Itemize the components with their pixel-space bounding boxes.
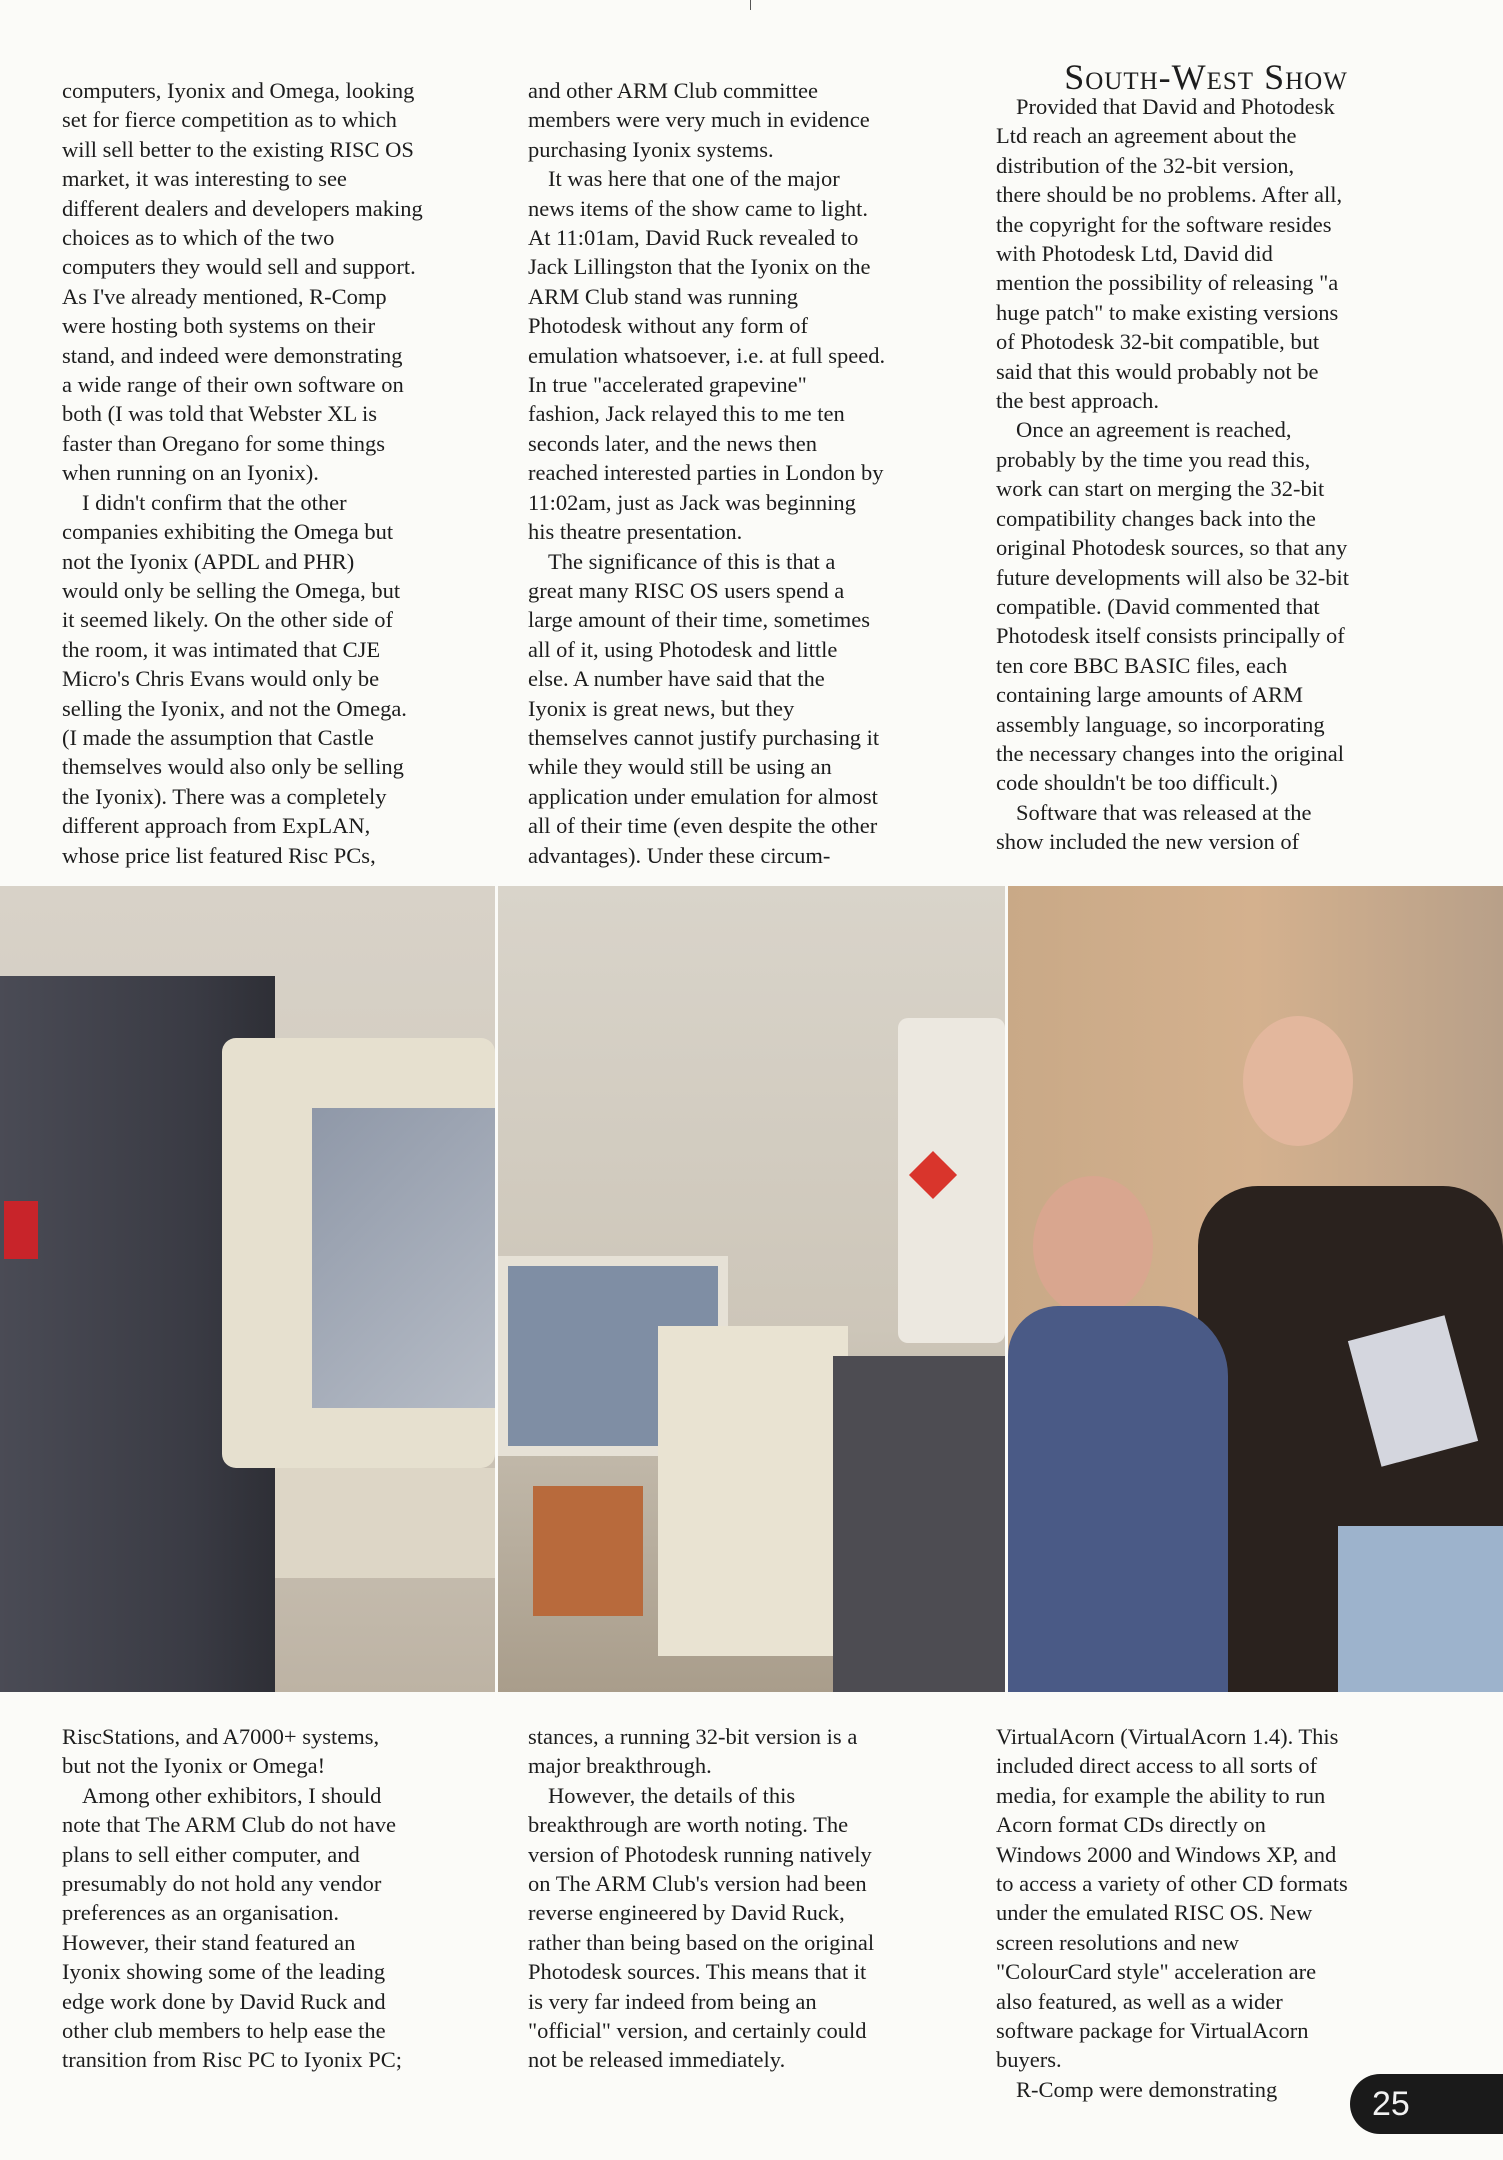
text-line: Micro's Chris Evans would only be (62, 666, 380, 692)
photo-two-men (1008, 886, 1503, 1692)
text-line: will sell better to the existing RISC OS (62, 136, 414, 162)
text-line: Windows 2000 and Windows XP, and (996, 1841, 1337, 1867)
text-line: seconds later, and the news then (528, 430, 818, 456)
paragraph (62, 488, 502, 870)
column-1-bottom (62, 1722, 502, 2075)
text-line: other club members to help ease the (62, 2018, 386, 2044)
man-standing-head (1243, 1016, 1353, 1146)
text-line: the copyright for the software resides (996, 211, 1332, 237)
text-line: his theatre presentation. (528, 519, 743, 545)
text-line: However, their stand featured an (62, 1929, 356, 1955)
text-line: whose price list featured Risc PCs, (62, 842, 376, 868)
text-line: of Photodesk 32-bit compatible, but (996, 329, 1320, 355)
column-2-top (528, 76, 968, 870)
paragraph (62, 76, 502, 488)
text-line: At 11:01am, David Ruck revealed to (528, 225, 859, 251)
text-line: faster than Oregano for some things (62, 430, 386, 456)
text-line: to access a variety of other CD formats (996, 1871, 1348, 1897)
photo-computers-on-stand (0, 886, 495, 1692)
paragraph (528, 164, 968, 546)
text-line: stand, and indeed were demonstrating (62, 342, 403, 368)
paragraph (996, 1722, 1436, 2075)
text-line: buyers. (996, 2047, 1062, 2073)
text-line: large amount of their time, sometimes (528, 607, 871, 633)
photo-strip (0, 886, 1503, 1692)
monitor-base (275, 1468, 495, 1578)
text-line: choices as to which of the two (62, 225, 335, 251)
text-line: show included the new version of (996, 829, 1300, 855)
text-line: plans to sell either computer, and (62, 1841, 360, 1867)
text-line: In true "accelerated grapevine" (528, 372, 807, 398)
text-line: It was here that one of the major (548, 166, 840, 192)
text-line: reached interested parties in London by (528, 460, 884, 486)
text-line: would only be selling the Omega, but (62, 577, 401, 603)
text-line: assembly language, so incorporating (996, 711, 1325, 737)
text-line: Photodesk sources. This means that it (528, 1959, 867, 1985)
text-line: all of their time (even despite the other (528, 813, 878, 839)
text-line: themselves cannot justify purchasing it (528, 724, 880, 750)
text-line: However, the details of this (548, 1782, 796, 1808)
text-line: rather than being based on the original (528, 1929, 875, 1955)
column-3-top (996, 56, 1436, 857)
paragraph (996, 798, 1436, 857)
text-line: selling the Iyonix, and not the Omega. (62, 695, 407, 721)
paragraph (996, 92, 1436, 415)
text-line: emulation whatsoever, i.e. at full speed. (528, 342, 886, 368)
column-2-bottom (528, 1722, 968, 2075)
text-line: purchasing Iyonix systems. (528, 136, 774, 162)
text-line: stances, a running 32-bit version is a (528, 1724, 858, 1749)
text-line: code shouldn't be too difficult.) (996, 770, 1278, 796)
text-line: Once an agreement is reached, (1016, 417, 1292, 443)
text-line: Photodesk itself consists principally of (996, 623, 1345, 649)
text-line: not be released immediately. (528, 2047, 786, 2073)
text-line: Among other exhibitors, I should (82, 1782, 382, 1808)
beige-pc (658, 1326, 848, 1656)
text-line: a wide range of their own software on (62, 372, 404, 398)
text-line: Ltd reach an agreement about the (996, 123, 1297, 149)
text-line: VirtualAcorn (VirtualAcorn 1.4). This (996, 1724, 1339, 1749)
text-line: reverse engineered by David Ruck, (528, 1900, 845, 1926)
man-seated-head (1033, 1176, 1153, 1316)
text-line: I didn't confirm that the other (82, 489, 347, 515)
text-line: on The ARM Club's version had been (528, 1871, 867, 1897)
text-line: it seemed likely. On the other side of (62, 607, 393, 633)
text-line: great many RISC OS users spend a (528, 577, 845, 603)
text-line: news items of the show came to light. (528, 195, 868, 221)
text-line: ARM Club stand was running (528, 283, 798, 309)
paragraph (528, 547, 968, 870)
text-line: As I've already mentioned, R-Comp (62, 283, 387, 309)
text-line: (I made the assumption that Castle (62, 724, 374, 750)
paragraph (62, 1722, 502, 1781)
text-line: containing large amounts of ARM (996, 682, 1304, 708)
text-line: "ColourCard style" acceleration are (996, 1959, 1317, 1985)
text-line: Provided that David and Photodesk (1016, 94, 1335, 119)
text-line: both (I was told that Webster XL is (62, 401, 378, 427)
paragraph (528, 1722, 968, 1781)
text-line: members were very much in evidence (528, 107, 870, 133)
text-line: presumably do not hold any vendor (62, 1871, 382, 1897)
text-line: preferences as an organisation. (62, 1900, 339, 1926)
text-line: Acorn format CDs directly on (996, 1812, 1266, 1838)
text-line: screen resolutions and new (996, 1929, 1240, 1955)
paragraph (996, 415, 1436, 797)
jeans (1338, 1526, 1503, 1692)
monitor-screen (312, 1108, 495, 1408)
text-line: themselves would also only be selling (62, 754, 404, 780)
text-line: ten core BBC BASIC files, each (996, 652, 1288, 678)
man-seated-shirt (1008, 1306, 1228, 1692)
text-line: computers, Iyonix and Omega, looking (62, 78, 415, 103)
text-line: also featured, as well as a wider (996, 1988, 1283, 2014)
text-line: different approach from ExpLAN, (62, 813, 371, 839)
text-line: edge work done by David Ruck and (62, 1988, 386, 2014)
text-line: original Photodesk sources, so that any (996, 535, 1348, 561)
text-line: companies exhibiting the Omega but (62, 519, 394, 545)
text-line: all of it, using Photodesk and little (528, 636, 838, 662)
text-line: there should be no problems. After all, (996, 182, 1343, 208)
text-line: note that The ARM Club do not have (62, 1812, 396, 1838)
text-line: application under emulation for almost (528, 783, 878, 809)
text-line: different dealers and developers making (62, 195, 423, 221)
text-line: "official" version, and certainly could (528, 2018, 867, 2044)
text-line: 11:02am, just as Jack was beginning (528, 489, 856, 515)
text-line: Software that was released at the (1016, 799, 1312, 825)
text-line: compatible. (David commented that (996, 593, 1320, 619)
text-line: Iyonix is great news, but they (528, 695, 795, 721)
text-line: when running on an Iyonix). (62, 460, 319, 486)
text-line: included direct access to all sorts of (996, 1753, 1318, 1779)
text-line: version of Photodesk running natively (528, 1841, 872, 1867)
text-line: advantages). Under these circum- (528, 842, 831, 868)
text-line: huge patch" to make existing versions (996, 299, 1339, 325)
cardboard-box (533, 1486, 643, 1616)
text-line: were hosting both systems on their (62, 313, 376, 339)
text-line: the best approach. (996, 388, 1160, 414)
text-line: not the Iyonix (APDL and PHR) (62, 548, 355, 574)
paragraph (62, 1781, 502, 2075)
text-line: probably by the time you read this, (996, 446, 1311, 472)
dark-tower (833, 1356, 1005, 1692)
text-line: with Photodesk Ltd, David did (996, 241, 1273, 267)
section-title: South-West Show (1064, 57, 1348, 97)
text-line: RiscStations, and A7000+ systems, (62, 1724, 380, 1749)
text-line: market, it was interesting to see (62, 166, 347, 192)
text-line: computers they would sell and support. (62, 254, 416, 280)
text-line: R-Comp were demonstrating (1016, 2076, 1278, 2102)
text-line: breakthrough are worth noting. The (528, 1812, 849, 1838)
text-line: major breakthrough. (528, 1753, 712, 1779)
text-line: software package for VirtualAcorn (996, 2018, 1309, 2044)
page-number: 25 (1372, 2085, 1410, 2123)
column-3-bottom (996, 1722, 1436, 2104)
text-line: distribution of the 32-bit version, (996, 152, 1295, 178)
paragraph (528, 1781, 968, 2075)
text-line: the Iyonix). There was a completely (62, 783, 387, 809)
text-line: future developments will also be 32-bit (996, 564, 1350, 590)
text-line: media, for example the ability to run (996, 1782, 1326, 1808)
red-number-label (4, 1201, 38, 1259)
text-line: under the emulated RISC OS. New (996, 1900, 1313, 1926)
paragraph (528, 76, 968, 164)
text-line: the necessary changes into the original (996, 740, 1345, 766)
page-fold-mark (750, 0, 751, 10)
text-line: Jack Lillingston that the Iyonix on the (528, 254, 871, 280)
text-line: work can start on merging the 32-bit (996, 476, 1325, 502)
text-line: the room, it was intimated that CJE (62, 636, 381, 662)
photo-iyonix-systems (498, 886, 1005, 1692)
text-line: transition from Risc PC to Iyonix PC; (62, 2047, 403, 2073)
text-line: mention the possibility of releasing "a (996, 270, 1339, 296)
text-line: else. A number have said that the (528, 666, 825, 692)
text-line: set for fierce competition as to which (62, 107, 397, 133)
text-line: said that this would probably not be (996, 358, 1319, 384)
text-line: compatibility changes back into the (996, 505, 1316, 531)
text-line: fashion, Jack relayed this to me ten (528, 401, 845, 427)
text-line: Photodesk without any form of (528, 313, 808, 339)
text-line: The significance of this is that a (548, 548, 836, 574)
text-line: and other ARM Club committee (528, 78, 818, 103)
text-line: Iyonix showing some of the leading (62, 1959, 386, 1985)
text-line: is very far indeed from being an (528, 1988, 817, 2014)
text-line: but not the Iyonix or Omega! (62, 1753, 326, 1779)
column-1-top (62, 76, 502, 870)
text-line: while they would still be using an (528, 754, 832, 780)
